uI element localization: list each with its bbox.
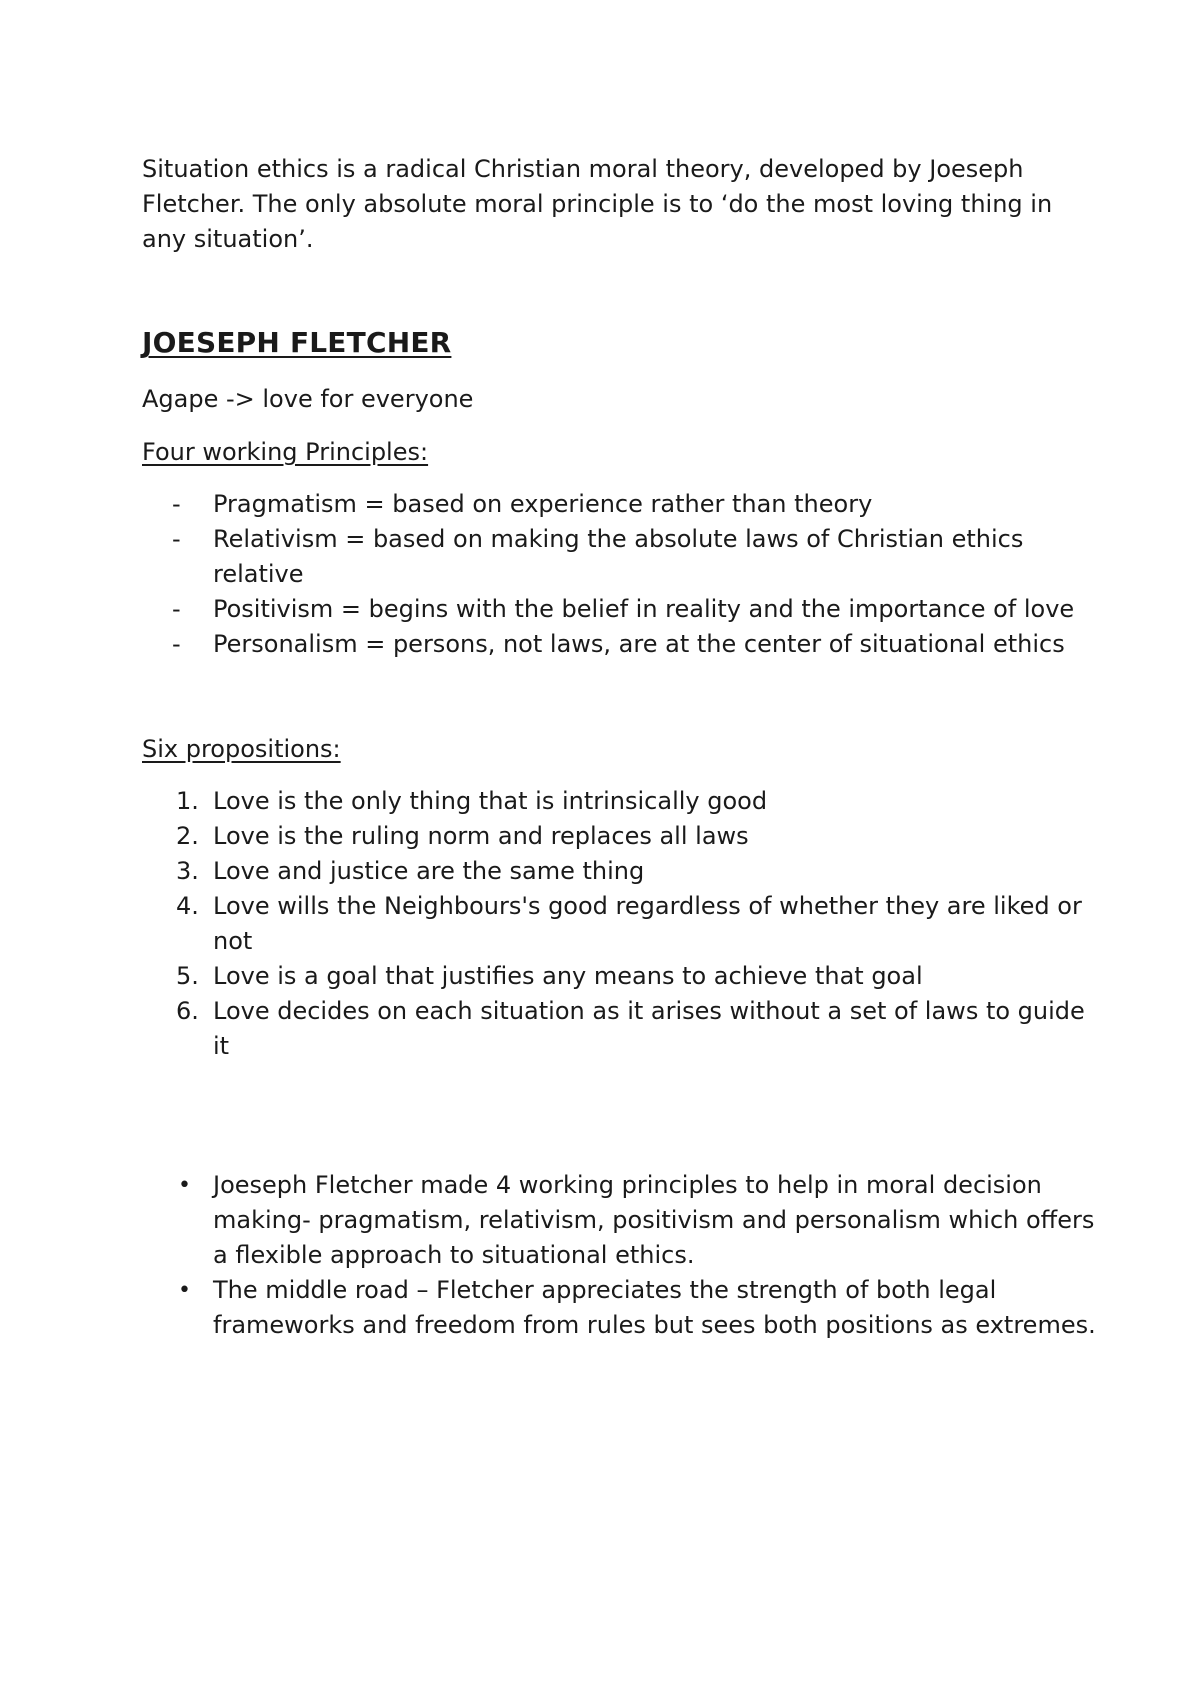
- list-item: [142, 592, 1102, 627]
- list-item: [142, 1273, 1102, 1343]
- dash-marker: -: [172, 630, 181, 658]
- proposition-text: Love is the ruling norm and replaces all laws: [213, 822, 749, 850]
- proposition-text: Love and justice are the same thing: [213, 857, 645, 885]
- proposition-text: Love is the only thing that is intrinsically good: [213, 787, 768, 815]
- six-propositions-title: Six propositions:: [142, 735, 341, 763]
- dash-marker: -: [172, 595, 181, 623]
- intro-paragraph: Situation ethics is a radical Christian moral theory, developed by Joeseph Fletcher. The only absolute moral principle is to ‘do the most loving thing in any situation’.: [142, 155, 1053, 253]
- list-item: [142, 959, 1102, 994]
- section-heading: JOESEPH FLETCHER: [142, 326, 452, 359]
- four-principles-title: Four working Principles:: [142, 438, 429, 466]
- list-item: [142, 889, 1102, 959]
- principle-text: Personalism = persons, not laws, are at the center of situational ethics: [213, 630, 1065, 658]
- summary-text: Joeseph Fletcher made 4 working principles to help in moral decision making- pragmatism, relativism, positivism and personalism which offers a flexible approach to situational ethics.: [213, 1171, 1095, 1269]
- dash-marker: -: [172, 525, 181, 553]
- bullet-icon: •: [178, 1278, 191, 1303]
- principle-text: Pragmatism = based on experience rather than theory: [213, 490, 873, 518]
- proposition-text: Love decides on each situation as it arises without a set of laws to guide it: [213, 997, 1085, 1060]
- proposition-text: Love is a goal that justifies any means to achieve that goal: [213, 962, 923, 990]
- list-item: [142, 994, 1102, 1064]
- principle-text: Relativism = based on making the absolute laws of Christian ethics relative: [213, 525, 1024, 588]
- list-item: [142, 627, 1102, 662]
- list-number: 1.: [176, 787, 199, 815]
- list-item: [142, 1168, 1102, 1273]
- bullet-icon: •: [178, 1173, 191, 1198]
- list-item: [142, 487, 1102, 522]
- principle-text: Positivism = begins with the belief in reality and the importance of love: [213, 595, 1075, 623]
- list-item: [142, 819, 1102, 854]
- list-number: 2.: [176, 822, 199, 850]
- summary-bullet-list: [142, 1168, 1102, 1343]
- summary-text: The middle road – Fletcher appreciates the strength of both legal frameworks and freedom from rules but sees both positions as extremes.: [213, 1276, 1096, 1339]
- dash-marker: -: [172, 490, 181, 518]
- six-propositions-list: [142, 784, 1102, 1064]
- list-item: [142, 854, 1102, 889]
- list-item: [142, 522, 1102, 592]
- four-principles-list: [142, 487, 1102, 662]
- proposition-text: Love wills the Neighbours's good regardless of whether they are liked or not: [213, 892, 1082, 955]
- list-number: 3.: [176, 857, 199, 885]
- list-number: 6.: [176, 997, 199, 1025]
- list-number: 5.: [176, 962, 199, 990]
- list-number: 4.: [176, 892, 199, 920]
- agape-definition: Agape -> love for everyone: [142, 385, 474, 413]
- list-item: [142, 784, 1102, 819]
